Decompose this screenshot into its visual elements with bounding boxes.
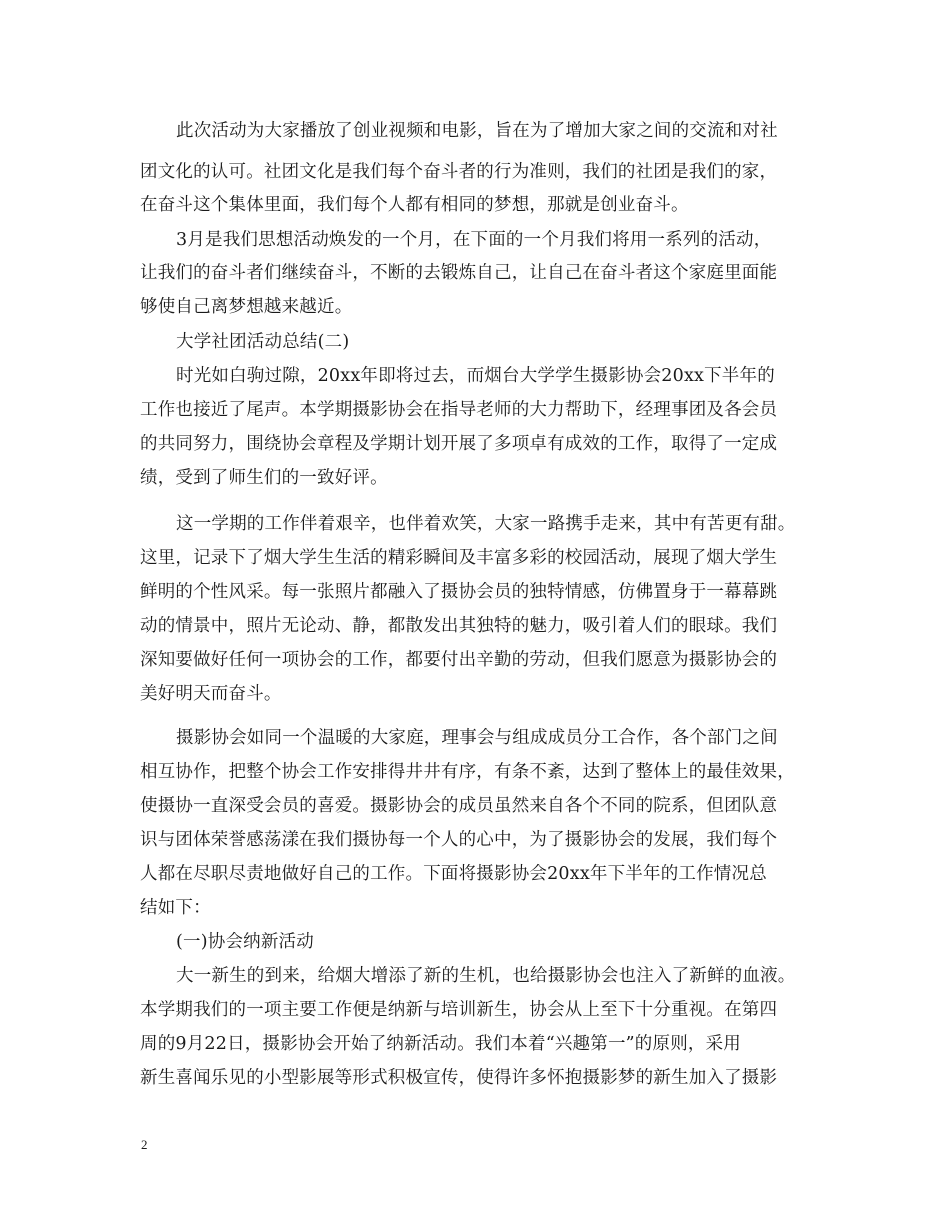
text-line: 这一学期的工作伴着艰辛，也伴着欢笑，大家一路携手走来，其中有苦更有甜。 — [176, 514, 796, 534]
text-line: 大一新生的到来，给烟大增添了新的生机，也给摄影协会也注入了新鲜的血液。 — [176, 966, 796, 986]
text-line: 鲜明的个性风采。每一张照片都融入了摄协会员的独特情感，仿佛置身于一幕幕跳 — [140, 582, 778, 602]
text-line: 绩，受到了师生们的一致好评。 — [140, 468, 388, 488]
text-line: 这里，记录下了烟大学生生活的精彩瞬间及丰富多彩的校园活动，展现了烟大学生 — [140, 548, 778, 568]
text-line: 团文化的认可。社团文化是我们每个奋斗者的行为准则，我们的社团是我们的家， — [140, 162, 778, 182]
text-line: 人都在尽职尽责地做好自己的工作。下面将摄影协会20xx年下半年的工作情况总 — [140, 864, 767, 884]
text-line: 的共同努力，围绕协会章程及学期计划开展了多项卓有成效的工作，取得了一定成 — [140, 434, 778, 454]
text-line: 摄影协会如同一个温暖的大家庭，理事会与组成成员分工合作，各个部门之间 — [176, 728, 778, 748]
text-line: 本学期我们的一项主要工作便是纳新与培训新生，协会从上至下十分重视。在第四 — [140, 1000, 778, 1020]
text-line: 周的9月22日，摄影协会开始了纳新活动。我们本着“兴趣第一”的原则，采用 — [140, 1034, 741, 1054]
text-line: 动的情景中，照片无论动、静，都散发出其独特的魅力，吸引着人们的眼球。我们 — [140, 616, 778, 636]
text-line: 使摄协一直深受会员的喜爱。摄影协会的成员虽然来自各个不同的院系，但团队意 — [140, 796, 778, 816]
text-line: 相互协作，把整个协会工作安排得井井有序，有条不紊，达到了整体上的最佳效果， — [140, 762, 795, 782]
text-line: 3月是我们思想活动焕发的一个月，在下面的一个月我们将用一系列的活动， — [176, 230, 772, 250]
text-line: 深知要做好任何一项协会的工作，都要付出辛勤的劳动，但我们愿意为摄影协会的 — [140, 650, 778, 670]
text-line: 够使自己离梦想越来越近。 — [140, 297, 353, 317]
page-number: 2 — [141, 1137, 148, 1152]
section-heading: 大学社团活动总结(二) — [176, 332, 350, 352]
text-line: 在奋斗这个集体里面，我们每个人都有相同的梦想，那就是创业奋斗。 — [140, 195, 689, 215]
text-line: 结如下： — [140, 898, 211, 918]
text-line: 新生喜闻乐见的小型影展等形式积极宣传，使得许多怀抱摄影梦的新生加入了摄影 — [140, 1068, 778, 1088]
text-line: 工作也接近了尾声。本学期摄影协会在指导老师的大力帮助下，经理事团及各会员 — [140, 400, 778, 420]
text-line: 美好明天而奋斗。 — [140, 684, 282, 704]
subsection-heading: (一)协会纳新活动 — [176, 932, 314, 952]
text-line: 让我们的奋斗者们继续奋斗，不断的去锻炼自己，让自己在奋斗者这个家庭里面能 — [140, 263, 778, 283]
text-line: 识与团体荣誉感荡漾在我们摄协每一个人的心中，为了摄影协会的发展，我们每个 — [140, 830, 778, 850]
text-line: 此次活动为大家播放了创业视频和电影，旨在为了增加大家之间的交流和对社 — [176, 121, 778, 141]
text-line: 时光如白驹过隙，20xx年即将过去，而烟台大学学生摄影协会20xx下半年的 — [176, 366, 775, 386]
